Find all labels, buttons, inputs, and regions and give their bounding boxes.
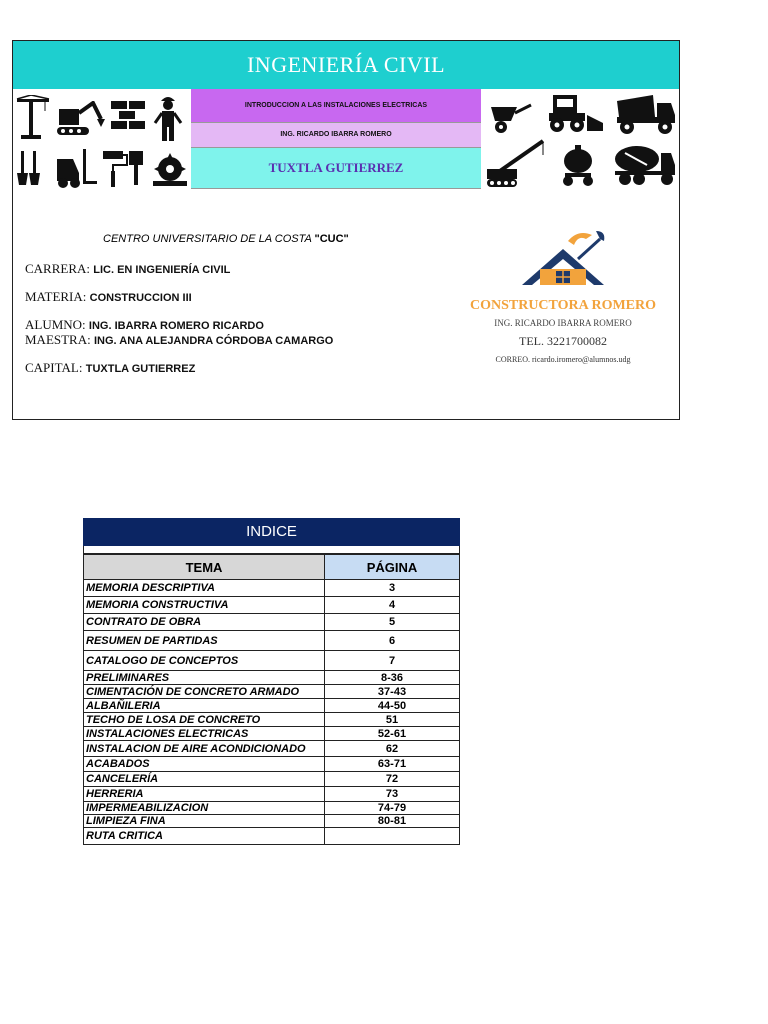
field-maestra xyxy=(25,332,333,348)
field-value: ING. ANA ALEJANDRA CÓRDOBA CAMARGO xyxy=(93,335,334,347)
field-value: TUXTLA GUTIERREZ xyxy=(85,363,196,375)
saw-blade-icon xyxy=(153,151,187,187)
topic-cell: LIMPIEZA FINA xyxy=(84,815,325,828)
topic-cell: CIMENTACIÓN DE CONCRETO ARMADO xyxy=(84,685,325,699)
table-row xyxy=(84,671,460,685)
page-cell: 4 xyxy=(325,597,460,614)
page-cell: 37-43 xyxy=(325,685,460,699)
field-label: MAESTRA: xyxy=(25,332,94,347)
institution-abbr: "CUC" xyxy=(314,233,349,245)
table-row xyxy=(84,614,460,631)
field-value: CONSTRUCCION III xyxy=(89,292,192,304)
topic-cell: INSTALACION DE AIRE ACONDICIONADO xyxy=(84,741,325,757)
page-cell: 44-50 xyxy=(325,699,460,713)
institution-line xyxy=(103,233,349,245)
field-value: ING. IBARRA ROMERO RICARDO xyxy=(88,320,264,332)
field-materia xyxy=(25,289,192,305)
company-logo-block xyxy=(453,229,673,364)
mobile-crane-icon xyxy=(485,139,545,189)
topic-cell: PRELIMINARES xyxy=(84,671,325,685)
left-icon-group xyxy=(13,89,191,189)
page-cell: 63-71 xyxy=(325,757,460,772)
topic-cell: ALBAÑILERIA xyxy=(84,699,325,713)
page-cell: 62 xyxy=(325,741,460,757)
engineer-name: ING. RICARDO IBARRA ROMERO xyxy=(191,123,481,148)
company-engineer: ING. RICARDO IBARRA ROMERO xyxy=(494,318,632,328)
table-row xyxy=(84,699,460,713)
table-row xyxy=(84,772,460,787)
field-carrera xyxy=(25,261,230,277)
page-cell: 74-79 xyxy=(325,802,460,815)
page-cell: 7 xyxy=(325,651,460,671)
worker-icon xyxy=(153,93,183,141)
topic-cell: CANCELERÍA xyxy=(84,772,325,787)
topic-cell: RESUMEN DE PARTIDAS xyxy=(84,631,325,651)
topic-cell: MEMORIA DESCRIPTIVA xyxy=(84,580,325,597)
tower-crane-icon xyxy=(15,95,51,139)
institution-name: CENTRO UNIVERSITARIO DE LA COSTA xyxy=(103,233,315,245)
page-cell: 80-81 xyxy=(325,815,460,828)
course-title: INTRODUCCION A LAS INSTALACIONES ELECTRICAS xyxy=(191,89,481,123)
company-phone: TEL. 3221700082 xyxy=(519,334,607,348)
page-cell: 6 xyxy=(325,631,460,651)
table-row xyxy=(84,713,460,727)
wheelbarrow-icon xyxy=(487,99,533,135)
page-cell xyxy=(325,828,460,845)
table-row xyxy=(84,815,460,828)
right-icon-group xyxy=(481,89,681,189)
index-spacer xyxy=(83,546,460,554)
index-table xyxy=(83,554,460,845)
table-row xyxy=(84,685,460,699)
index-table-block xyxy=(83,518,460,845)
index-header-row xyxy=(84,555,460,580)
table-row xyxy=(84,631,460,651)
table-row xyxy=(84,741,460,757)
page-cell: 3 xyxy=(325,580,460,597)
table-row xyxy=(84,651,460,671)
brick-wall-icon xyxy=(111,101,147,135)
topic-cell: RUTA CRITICA xyxy=(84,828,325,845)
field-label: MATERIA: xyxy=(25,289,90,304)
field-label: ALUMNO: xyxy=(25,317,89,332)
table-row xyxy=(84,580,460,597)
company-email: CORREO. ricardo.iromero@alumnos.udg xyxy=(495,355,631,364)
table-row xyxy=(84,828,460,845)
page-cell: 72 xyxy=(325,772,460,787)
page-cell: 51 xyxy=(325,713,460,727)
dump-truck-icon xyxy=(615,95,677,135)
field-alumno xyxy=(25,317,264,333)
page-cell: 52-61 xyxy=(325,727,460,741)
table-row xyxy=(84,802,460,815)
concrete-mixer-icon xyxy=(559,145,597,187)
field-label: CARRERA: xyxy=(25,261,94,276)
index-rows xyxy=(84,580,460,845)
field-value: LIC. EN INGENIERÍA CIVIL xyxy=(93,264,231,276)
forklift-icon xyxy=(53,149,99,189)
shovel-icon xyxy=(17,151,41,187)
banner-title: INGENIERÍA CIVIL xyxy=(13,41,679,89)
topic-cell: CATALOGO DE CONCEPTOS xyxy=(84,651,325,671)
topic-cell: IMPERMEABILIZACION xyxy=(84,802,325,815)
column-header-topic: TEMA xyxy=(84,555,325,580)
house-logo-icon xyxy=(508,229,618,291)
table-row xyxy=(84,727,460,741)
topic-cell: INSTALACIONES ELECTRICAS xyxy=(84,727,325,741)
topic-cell: HERRERIA xyxy=(84,787,325,802)
excavator-icon xyxy=(57,101,105,137)
column-header-page: PÁGINA xyxy=(325,555,460,580)
field-capital xyxy=(25,360,195,376)
table-row xyxy=(84,787,460,802)
table-row xyxy=(84,597,460,614)
topic-cell: TECHO DE LOSA DE CONCRETO xyxy=(84,713,325,727)
table-row xyxy=(84,757,460,772)
cover-sheet xyxy=(12,40,680,420)
mixer-truck-icon xyxy=(613,143,677,187)
index-title: INDICE xyxy=(83,518,460,546)
topic-cell: CONTRATO DE OBRA xyxy=(84,614,325,631)
field-label: CAPITAL: xyxy=(25,360,86,375)
topic-cell: MEMORIA CONSTRUCTIVA xyxy=(84,597,325,614)
paint-roller-icon xyxy=(103,149,147,189)
topic-cell: ACABADOS xyxy=(84,757,325,772)
page-cell: 5 xyxy=(325,614,460,631)
company-name: CONSTRUCTORA ROMERO xyxy=(469,298,657,313)
page-cell: 73 xyxy=(325,787,460,802)
title-block xyxy=(191,89,481,189)
city-name: TUXTLA GUTIERREZ xyxy=(191,148,481,189)
bulldozer-icon xyxy=(547,93,607,135)
page-cell: 8-36 xyxy=(325,671,460,685)
